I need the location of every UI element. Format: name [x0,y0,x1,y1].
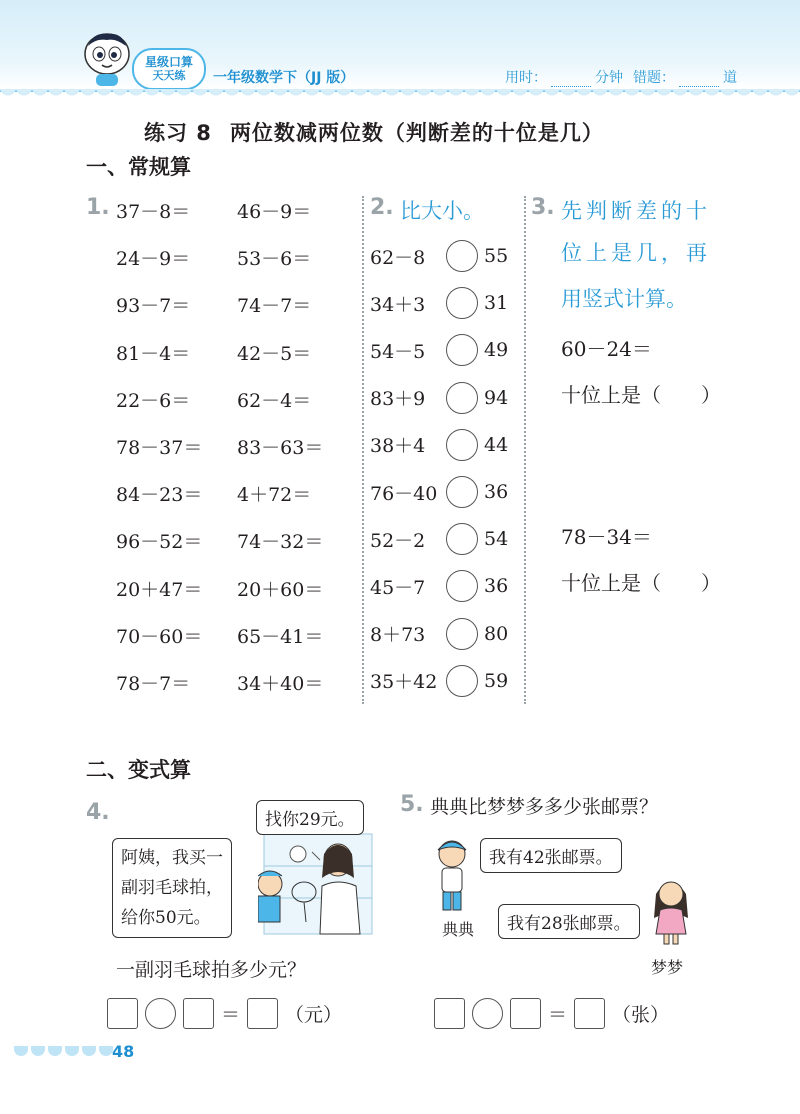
q1-equation[interactable]: 24－9＝ [116,248,191,271]
q5-operator-circle[interactable] [472,998,503,1029]
compare-row [370,240,508,272]
q5-unit: （张） [612,1004,670,1026]
q4-operator-circle[interactable] [145,998,176,1029]
child-speech-bubble [112,838,232,938]
compare-answer-circle[interactable] [446,287,478,319]
section-title-regular: 一、常规算 [86,155,191,179]
mascot-icon [80,30,134,88]
q4-unit: （元） [285,1004,343,1026]
question-1-number: 1. [86,195,110,220]
errors-blank[interactable] [679,73,719,87]
q1-equation[interactable]: 20＋47＝ [116,578,203,601]
q1-equation[interactable]: 20＋60＝ [237,578,324,601]
compare-right-value: 44 [484,433,509,456]
compare-row [370,287,508,319]
q1-equation[interactable]: 22－6＝ [116,389,191,412]
q5-result-box[interactable] [574,998,605,1029]
q1-equation[interactable]: 46－9＝ [237,201,312,223]
girl-name-label: 梦梦 [651,958,684,977]
items-label: 道 [723,70,737,86]
q1-equation[interactable]: 62－4＝ [237,389,312,412]
time-blank[interactable] [551,73,591,87]
q1-equation[interactable]: 42－5＝ [237,342,312,365]
compare-answer-circle[interactable] [446,523,478,555]
child-speech-line3: 给你50元。 [121,908,211,928]
q5-number-box-1[interactable] [434,998,465,1029]
q3-problem-2: 78－34＝ [561,525,652,549]
q4-result-box[interactable] [247,998,278,1029]
page-header [0,0,800,92]
q5-equals: ＝ [548,1004,568,1026]
compare-left-expression: 52－2 [370,529,426,552]
q2-instruction: 比大小。 [400,199,484,223]
compare-row [370,618,508,650]
compare-right-value: 94 [484,386,509,409]
compare-answer-circle[interactable] [446,334,478,366]
q4-question: 一副羽毛球拍多少元？ [116,959,307,981]
compare-left-expression: 35＋42 [370,671,438,694]
compare-left-expression: 8＋73 [370,624,426,647]
brand-line1: 星级口算 [144,55,193,69]
brand-line2: 天天练 [152,69,186,82]
q5-number-box-2[interactable] [510,998,541,1029]
compare-left-expression: 83＋9 [370,388,426,411]
q1-equation[interactable]: 96－52＝ [116,531,203,554]
q1-equation[interactable]: 74－7＝ [237,295,312,318]
child-speech-line1: 阿姨，我买一 [121,848,223,868]
compare-right-value: 36 [484,575,509,598]
compare-row [370,382,508,414]
compare-answer-circle[interactable] [446,240,478,272]
q4-number-box-1[interactable] [107,998,138,1029]
page-number: 48 [112,1042,135,1061]
time-label: 用时： [505,70,547,86]
q5-question: 典典比梦梦多多少张邮票？ [430,796,659,818]
compare-answer-circle[interactable] [446,665,478,697]
compare-row [370,523,508,555]
q1-equation[interactable]: 37－8＝ [116,201,191,223]
q3-instruction-line3: 用竖式计算。 [561,287,687,311]
q1-equation[interactable]: 81－4＝ [116,342,191,365]
question-3-number: 3. [531,195,555,220]
compare-row [370,665,508,697]
compare-left-expression: 45－7 [370,576,426,599]
q1-equation[interactable]: 78－7＝ [116,673,191,695]
boy-speech-bubble: 我有42张邮票。 [480,838,622,873]
q3-problem-1: 60－24＝ [561,337,652,361]
boy-name-label: 典典 [442,920,475,939]
lesson-number: 练习 8 [144,121,212,145]
q1-equation[interactable]: 83－63＝ [237,437,324,459]
q3-tens-answer-2[interactable]: 十位上是（ ） [561,571,721,595]
q3-instruction-line2: 位上是几，再 [561,241,711,265]
compare-right-value: 49 [484,339,509,362]
section-title-variant: 二、变式算 [86,758,191,782]
subject-label: 一年级数学下（JJ 版） [213,70,355,86]
compare-answer-circle[interactable] [446,476,478,508]
compare-left-expression: 76－40 [370,482,438,505]
q3-tens-answer-1[interactable]: 十位上是（ ） [561,383,721,407]
errors-label: 错题： [633,70,675,86]
lesson-title [144,117,604,147]
girl-speech-bubble: 我有28张邮票。 [498,904,640,939]
question-2-number: 2. [370,195,394,220]
compare-right-value: 55 [484,245,509,267]
q4-number-box-2[interactable] [183,998,214,1029]
lesson-topic: 两位数减两位数（判断差的十位是几） [229,121,604,145]
q1-equation[interactable]: 78－37＝ [116,437,203,459]
q1-equation[interactable]: 34＋40＝ [237,673,324,695]
clerk-speech-bubble: 找你29元。 [256,800,364,835]
compare-right-value: 59 [484,669,509,692]
compare-answer-circle[interactable] [446,618,478,650]
minutes-label: 分钟 [595,70,623,86]
q4-answer-row [107,998,342,1029]
q1-equation[interactable]: 65－41＝ [237,625,324,648]
q5-answer-row [434,998,669,1029]
q3-instruction-line1: 先判断差的十 [561,199,711,223]
child-speech-line2: 副羽毛球拍， [121,878,223,898]
compare-answer-circle[interactable] [446,382,478,414]
compare-left-expression: 38＋4 [370,435,426,458]
boy-dian-illustration [432,836,472,914]
footer-decoration [14,1046,113,1056]
compare-right-value: 80 [484,622,509,645]
compare-row [370,570,508,602]
q1-equation[interactable]: 84－23＝ [116,484,203,507]
q1-equation[interactable]: 70－60＝ [116,625,203,648]
compare-answer-circle[interactable] [446,570,478,602]
compare-row [370,476,508,508]
compare-right-value: 54 [484,528,509,551]
divider-2 [524,196,526,704]
divider-1 [362,196,364,704]
compare-row [370,334,508,366]
compare-right-value: 31 [484,292,509,315]
question-4-number: 4. [86,800,110,825]
compare-left-expression: 34＋3 [370,293,426,316]
compare-left-expression: 54－5 [370,340,426,363]
question-5-number: 5. [400,792,424,817]
q1-equation[interactable]: 4＋72＝ [237,484,312,507]
time-errors-record [505,67,737,87]
shop-scene-illustration [258,826,376,938]
q1-equation[interactable]: 93－7＝ [116,295,191,318]
compare-row [370,429,508,461]
compare-answer-circle[interactable] [446,429,478,461]
q1-equation[interactable]: 53－6＝ [237,248,312,271]
compare-left-expression: 62－8 [370,246,426,269]
girl-meng-illustration [650,874,692,946]
q4-equals: ＝ [221,1004,241,1026]
brand-logo [132,48,206,90]
q1-equation[interactable]: 74－32＝ [237,531,324,554]
compare-right-value: 36 [484,481,509,503]
